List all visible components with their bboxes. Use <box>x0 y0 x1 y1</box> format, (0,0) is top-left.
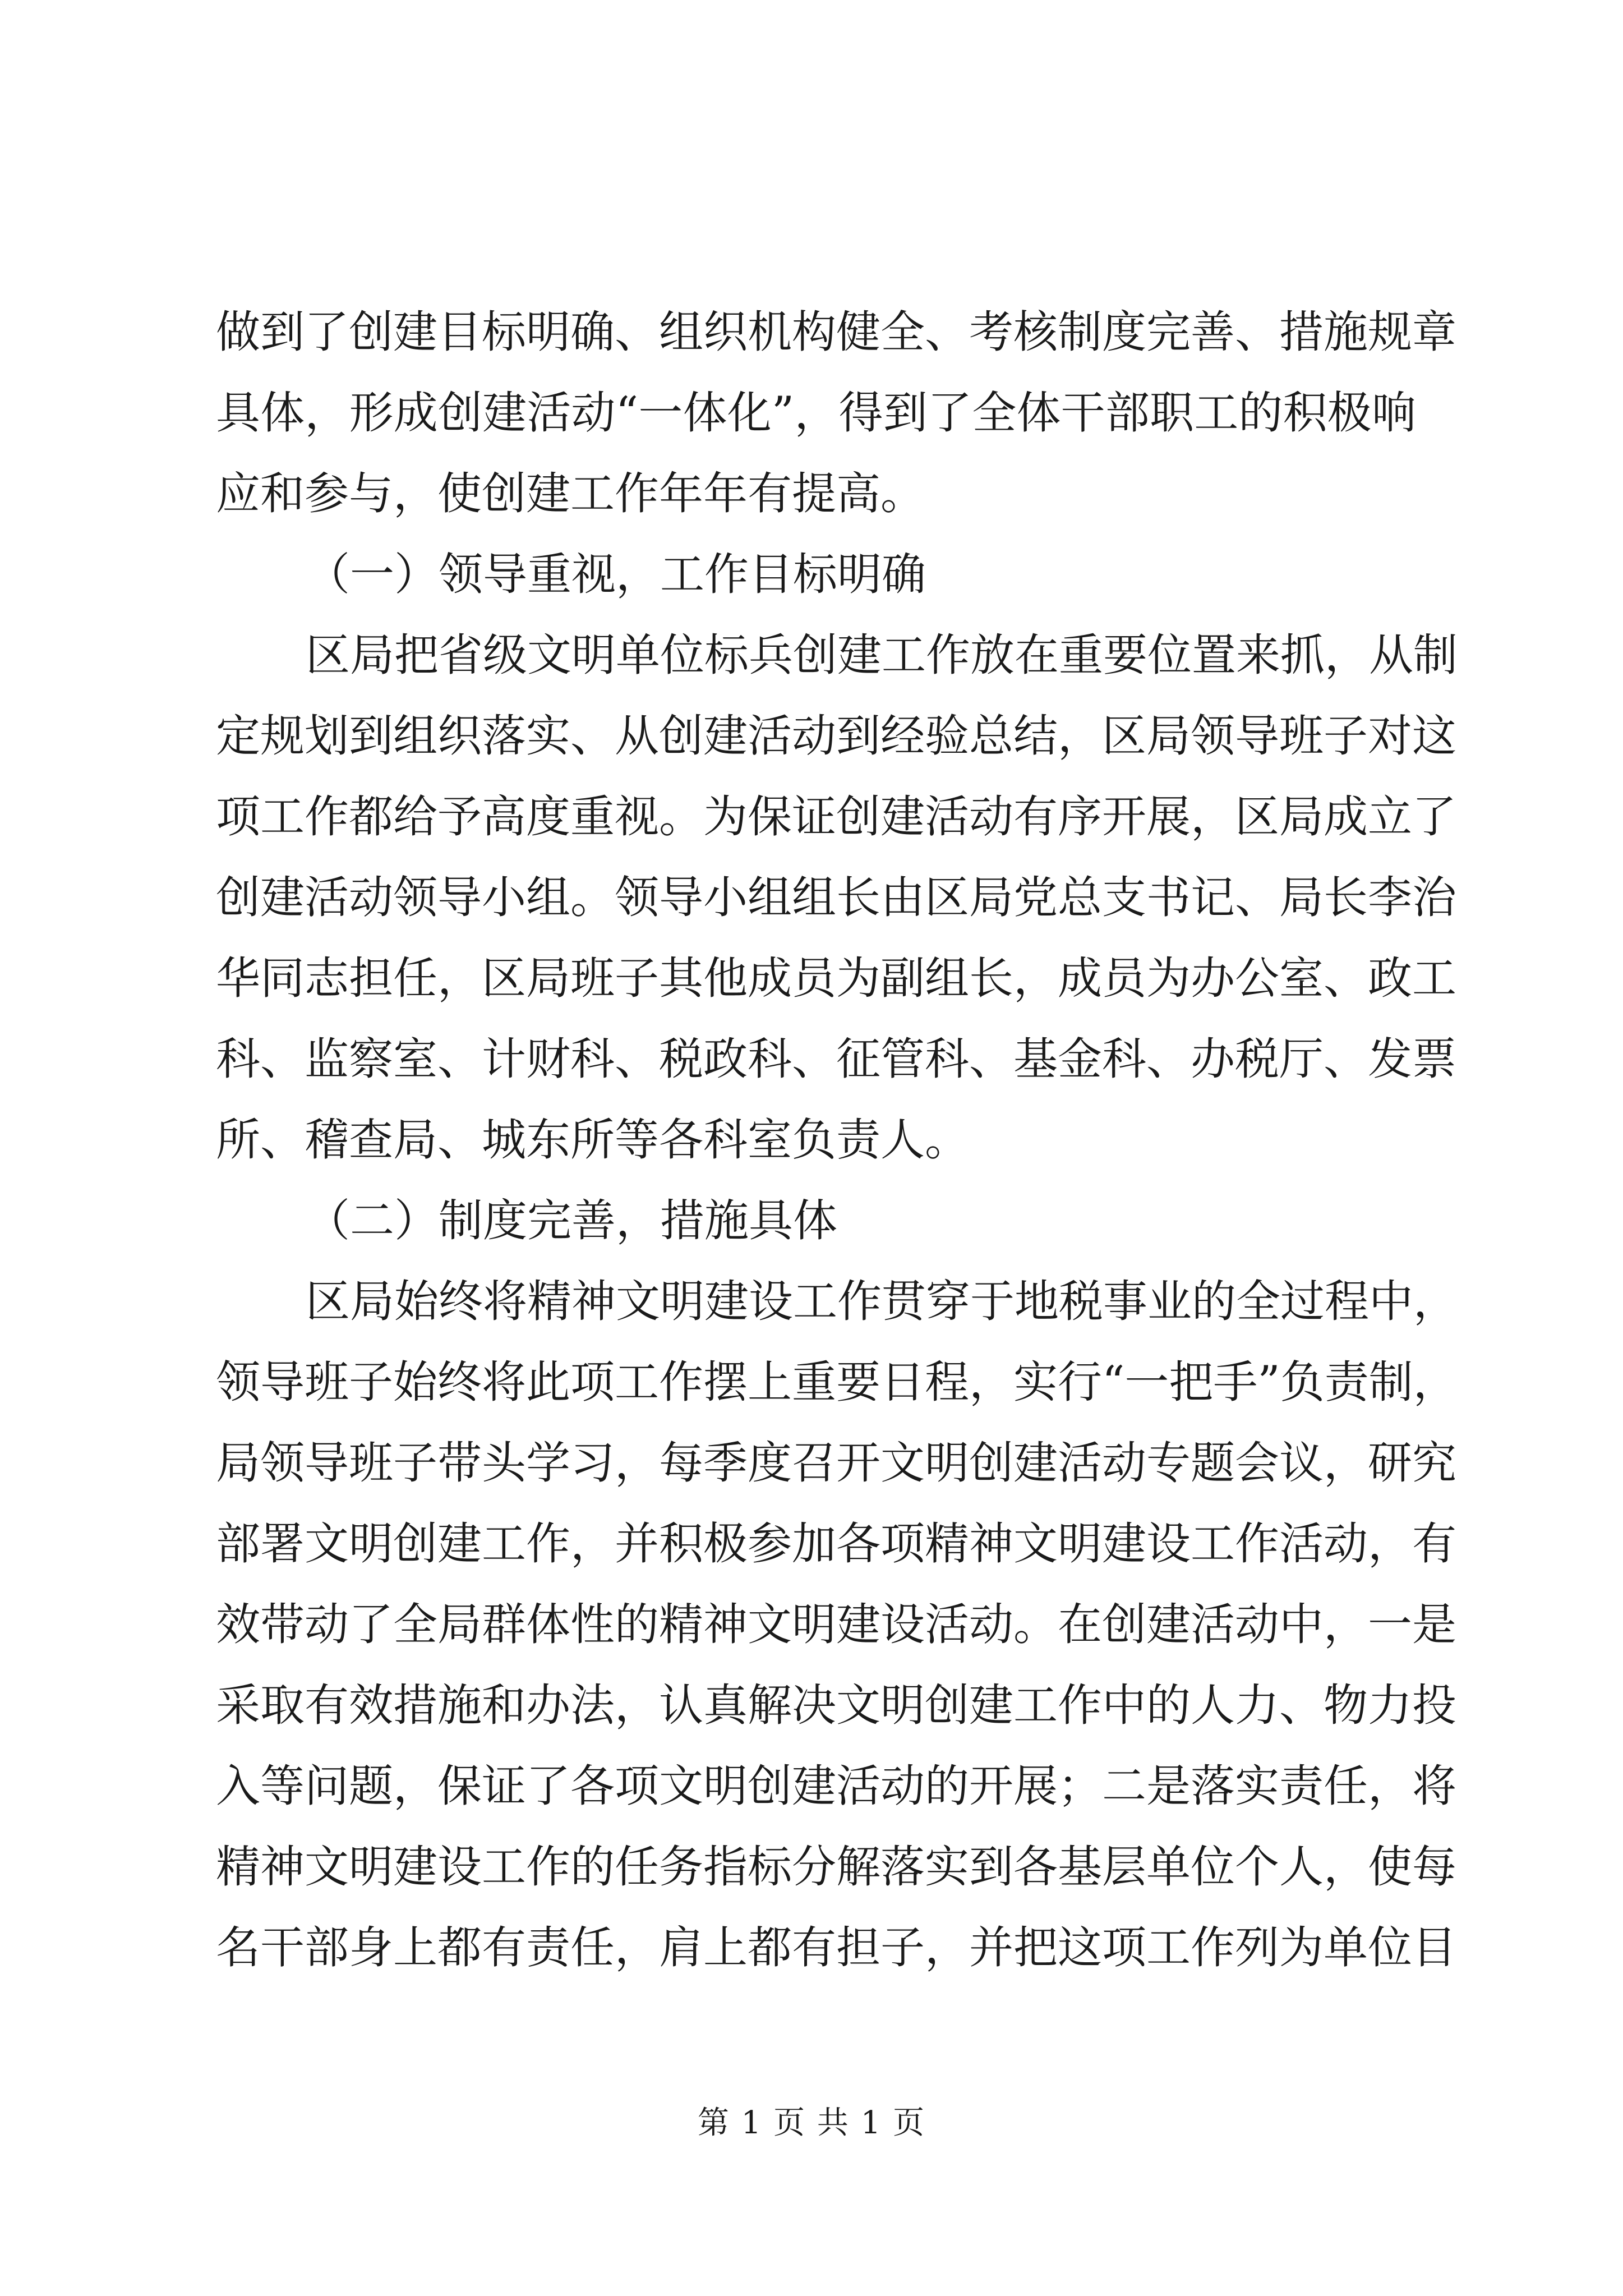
text-line: 名干部身上都有责任，肩上都有担子，并把这项工作列为单位目 <box>216 1922 1456 1973</box>
document-body <box>216 292 1458 1988</box>
text-line: 精神文明建设工作的任务指标分解落实到各基层单位个人，使每 <box>216 1841 1456 1893</box>
paragraph-first-line: 区局始终将精神文明建设工作贯穿于地税事业的全过程中， <box>306 1276 1458 1327</box>
text-line: 效带动了全局群体性的精神文明建设活动。在创建活动中，一是 <box>216 1599 1456 1650</box>
text-line: 科、监察室、计财科、税政科、征管科、基金科、办税厅、发票 <box>216 1033 1456 1085</box>
section-heading: （一）领导重视，工作目标明确 <box>306 549 926 600</box>
text-line: 定规划到组织落实、从创建活动到经验总结，区局领导班子对这 <box>216 710 1456 762</box>
section-heading: （二）制度完善，措施具体 <box>306 1195 837 1246</box>
text-line: 做到了创建目标明确、组织机构健全、考核制度完善、措施规章 <box>216 306 1456 358</box>
page-footer <box>0 2101 1623 2146</box>
text-line: 华同志担任，区局班子其他成员为副组长，成员为办公室、政工 <box>216 953 1456 1004</box>
text-line: 部署文明创建工作，并积极参加各项精神文明建设工作活动，有 <box>216 1518 1456 1570</box>
text-line: 具体，形成创建活动“一体化”，得到了全体干部职工的积极响 <box>216 387 1416 439</box>
text-line: 入等问题，保证了各项文明创建活动的开展；二是落实责任，将 <box>216 1760 1456 1812</box>
page-number-label: 第 1 页 共 1 页 <box>697 2105 926 2141</box>
text-line: 领导班子始终将此项工作摆上重要日程，实行“一把手”负责制， <box>216 1356 1458 1408</box>
text-line: 所、稽查局、城东所等各科室负责人。 <box>216 1114 969 1166</box>
text-line: 采取有效措施和办法，认真解决文明创建工作中的人力、物力投 <box>216 1680 1456 1731</box>
text-line: 项工作都给予高度重视。为保证创建活动有序开展，区局成立了 <box>216 791 1456 843</box>
text-line: 应和参与，使创建工作年年有提高。 <box>216 468 925 519</box>
text-line: 创建活动领导小组。领导小组组长由区局党总支书记、局长李治 <box>216 872 1456 923</box>
paragraph-first-line: 区局把省级文明单位标兵创建工作放在重要位置来抓，从制 <box>306 629 1458 681</box>
text-line: 局领导班子带头学习，每季度召开文明创建活动专题会议，研究 <box>216 1437 1456 1489</box>
